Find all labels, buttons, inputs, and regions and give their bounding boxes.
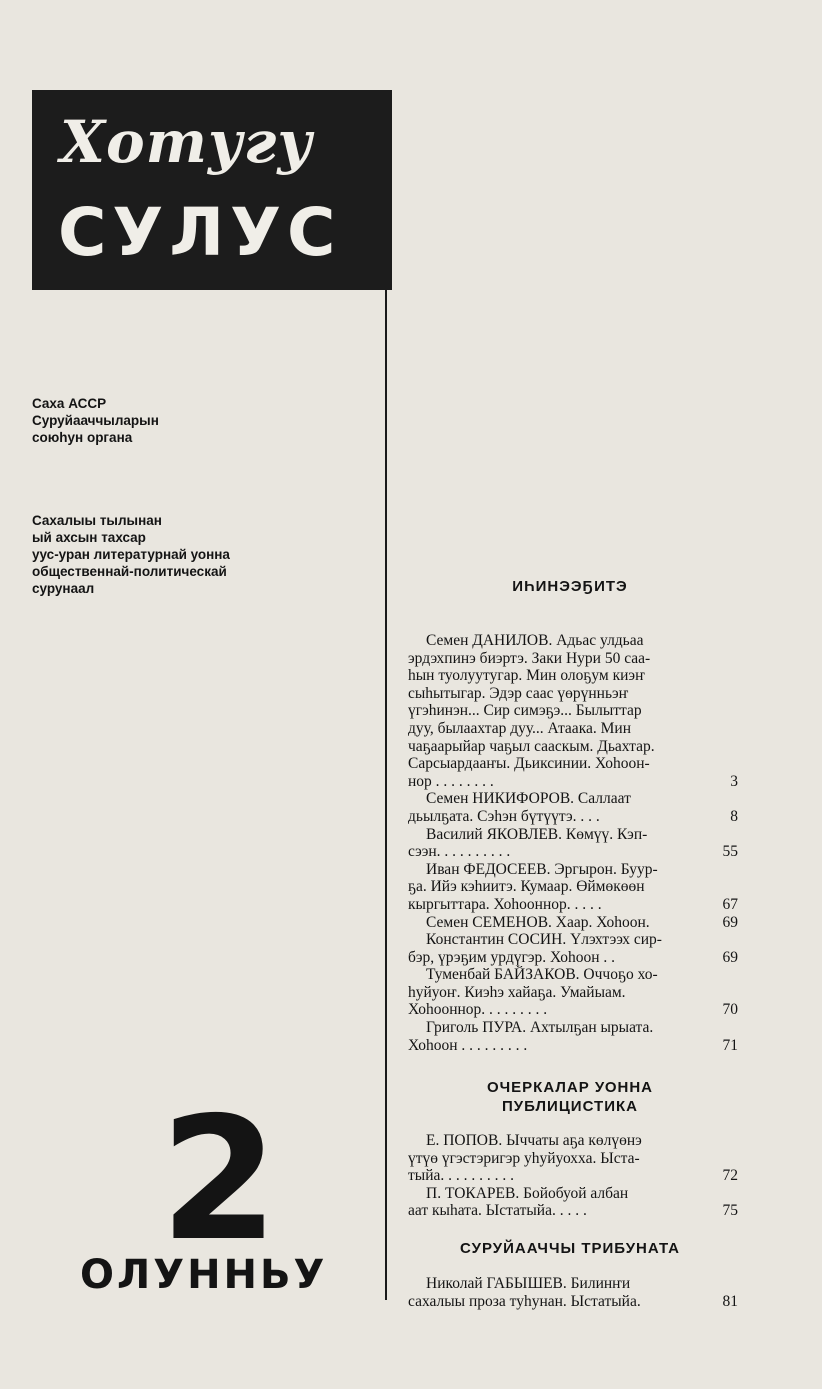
toc-entry-line: тыйа. . . . . . . . . . bbox=[408, 1167, 514, 1185]
toc-entry-line: аат кыһата. Ыстатыйа. . . . . bbox=[408, 1202, 587, 1220]
column-divider bbox=[385, 290, 387, 1300]
description-line: ый ахсын тахсар bbox=[32, 530, 146, 545]
toc-entry-line: Семен СЕМЕНОВ. Хаар. Хоһоон. bbox=[426, 913, 650, 931]
section-title-tribune: СУРУЙААЧЧЫ ТРИБУНАТА bbox=[460, 1240, 680, 1257]
toc-entry-line: һуйуоҥ. Киэһэ хайаҕа. Умайыам. bbox=[408, 983, 626, 1001]
toc-entry-line: Е. ПОПОВ. Ыччаты аҕа көлүөнэ bbox=[426, 1132, 642, 1149]
toc-entry-line: Туменбай БАЙЗАКОВ. Оччоҕо хо- bbox=[426, 966, 658, 984]
publisher-line: Саха АССР bbox=[32, 396, 107, 411]
toc-entry bbox=[408, 790, 738, 825]
toc-entry-line: чаҕаарыйар чаҕыл сааскым. Дьахтар. bbox=[408, 737, 655, 755]
toc-page-number: 3 bbox=[730, 772, 738, 790]
toc-entry bbox=[408, 931, 738, 966]
toc-entry-line: сээн. . . . . . . . . . bbox=[408, 843, 511, 861]
toc-entry bbox=[408, 1132, 738, 1185]
toc-page-number: 69 bbox=[722, 948, 738, 966]
toc-page-number: 71 bbox=[722, 1036, 738, 1054]
toc-essays bbox=[408, 1132, 738, 1220]
toc-entry bbox=[408, 914, 738, 932]
toc-entry-line: Иван ФЕДОСЕЕВ. Эргырон. Буур- bbox=[426, 860, 658, 878]
toc-entry-line: Сарсыардааҥы. Дьиксинии. Хоһоон- bbox=[408, 755, 650, 773]
description-block bbox=[32, 512, 230, 597]
toc-entry-line: Хоһоон . . . . . . . . . bbox=[408, 1036, 528, 1054]
issue-month: ОЛУННЬУ bbox=[80, 1252, 328, 1298]
toc-entry-line: нор . . . . . . . . bbox=[408, 772, 494, 790]
toc-page-number: 55 bbox=[722, 843, 738, 861]
toc-contents bbox=[408, 632, 738, 1054]
toc-page-number: 69 bbox=[722, 913, 738, 931]
toc-entry-line: үгэһинэн... Сир симэҕэ... Былыттар bbox=[408, 702, 642, 720]
toc-entry-line: ҕа. Ийэ кэһиитэ. Кумаар. Өймөкөөн bbox=[408, 878, 645, 896]
masthead-script-title: Хотугу bbox=[60, 108, 314, 176]
toc-entry bbox=[408, 632, 738, 790]
toc-entry-line: Николай ГАБЫШЕВ. Билинҥи bbox=[426, 1275, 631, 1292]
toc-entry-line: үтүө үгэстэригэр уһуйуохха. Ыста- bbox=[408, 1149, 640, 1167]
toc-page-number: 75 bbox=[722, 1202, 738, 1220]
toc-entry-line: дуу, былаахтар дуу... Атаака. Мин bbox=[408, 719, 631, 737]
toc-entry-line: кыргыттара. Хоһооннор. . . . . bbox=[408, 895, 602, 913]
toc-entry-line: дьылҕата. Сэһэн бүтүүтэ. . . . bbox=[408, 807, 600, 825]
toc-entry bbox=[408, 1185, 738, 1220]
description-line: уус-уран литературнай уонна bbox=[32, 547, 230, 562]
toc-entry-line: Хоһооннор. . . . . . . . . bbox=[408, 1001, 548, 1019]
toc-entry bbox=[408, 1275, 738, 1310]
toc-page-number: 8 bbox=[730, 807, 738, 825]
toc-entry-line: П. ТОКАРЕВ. Бойобуой албан bbox=[426, 1184, 629, 1202]
toc-entry-line: эрдэхпинэ биэртэ. Заки Нури 50 саа- bbox=[408, 649, 651, 667]
publisher-block bbox=[32, 395, 159, 446]
toc-entry bbox=[408, 1019, 738, 1054]
toc-entry-line: Василий ЯКОВЛЕВ. Көмүү. Кэп- bbox=[426, 825, 648, 843]
toc-entry-line: Константин СОСИН. Үлэхтээх сир- bbox=[426, 931, 662, 949]
masthead bbox=[32, 90, 392, 290]
toc-entry bbox=[408, 861, 738, 914]
toc-entry-line: Семен ДАНИЛОВ. Адьас улдьаа bbox=[426, 632, 644, 649]
issue-number: 2 bbox=[160, 1081, 279, 1279]
toc-page-number: 70 bbox=[722, 1001, 738, 1019]
description-line: общественнай-политическай bbox=[32, 564, 227, 579]
toc-entry bbox=[408, 826, 738, 861]
toc-page-number: 72 bbox=[722, 1167, 738, 1185]
toc-entry-line: һын туолуутугар. Мин олоҕум киэҥ bbox=[408, 667, 645, 685]
toc-entry-line: сыһытыгар. Эдэр саас үөрүнньэҥ bbox=[408, 684, 629, 702]
toc-entry-line: бэр, үрэҕим урдүгэр. Хоһоон . . bbox=[408, 948, 615, 966]
masthead-title: СУЛУС bbox=[58, 194, 342, 271]
toc-entry-line: Семен НИКИФОРОВ. Саллаат bbox=[426, 790, 631, 808]
publisher-line: Суруйааччыларын bbox=[32, 413, 159, 428]
section-title-essays: ОЧЕРКАЛАР УОННА ПУБЛИЦИСТИКА bbox=[486, 1079, 654, 1115]
toc-entry bbox=[408, 966, 738, 1019]
section-title-contents: ИҺИНЭЭҔИТЭ bbox=[512, 578, 628, 595]
toc-tribune bbox=[408, 1275, 738, 1310]
publisher-line: союһун органа bbox=[32, 430, 133, 445]
toc-entry-line: Григоль ПУРА. Ахтылҕан ырыата. bbox=[426, 1019, 654, 1037]
toc-entry-line: сахалыы проза туһунан. Ыстатыйа. bbox=[408, 1292, 641, 1310]
description-line: Сахалыы тылынан bbox=[32, 513, 162, 528]
toc-page-number: 67 bbox=[722, 895, 738, 913]
description-line: сурунаал bbox=[32, 581, 95, 596]
toc-page-number: 81 bbox=[722, 1292, 738, 1310]
